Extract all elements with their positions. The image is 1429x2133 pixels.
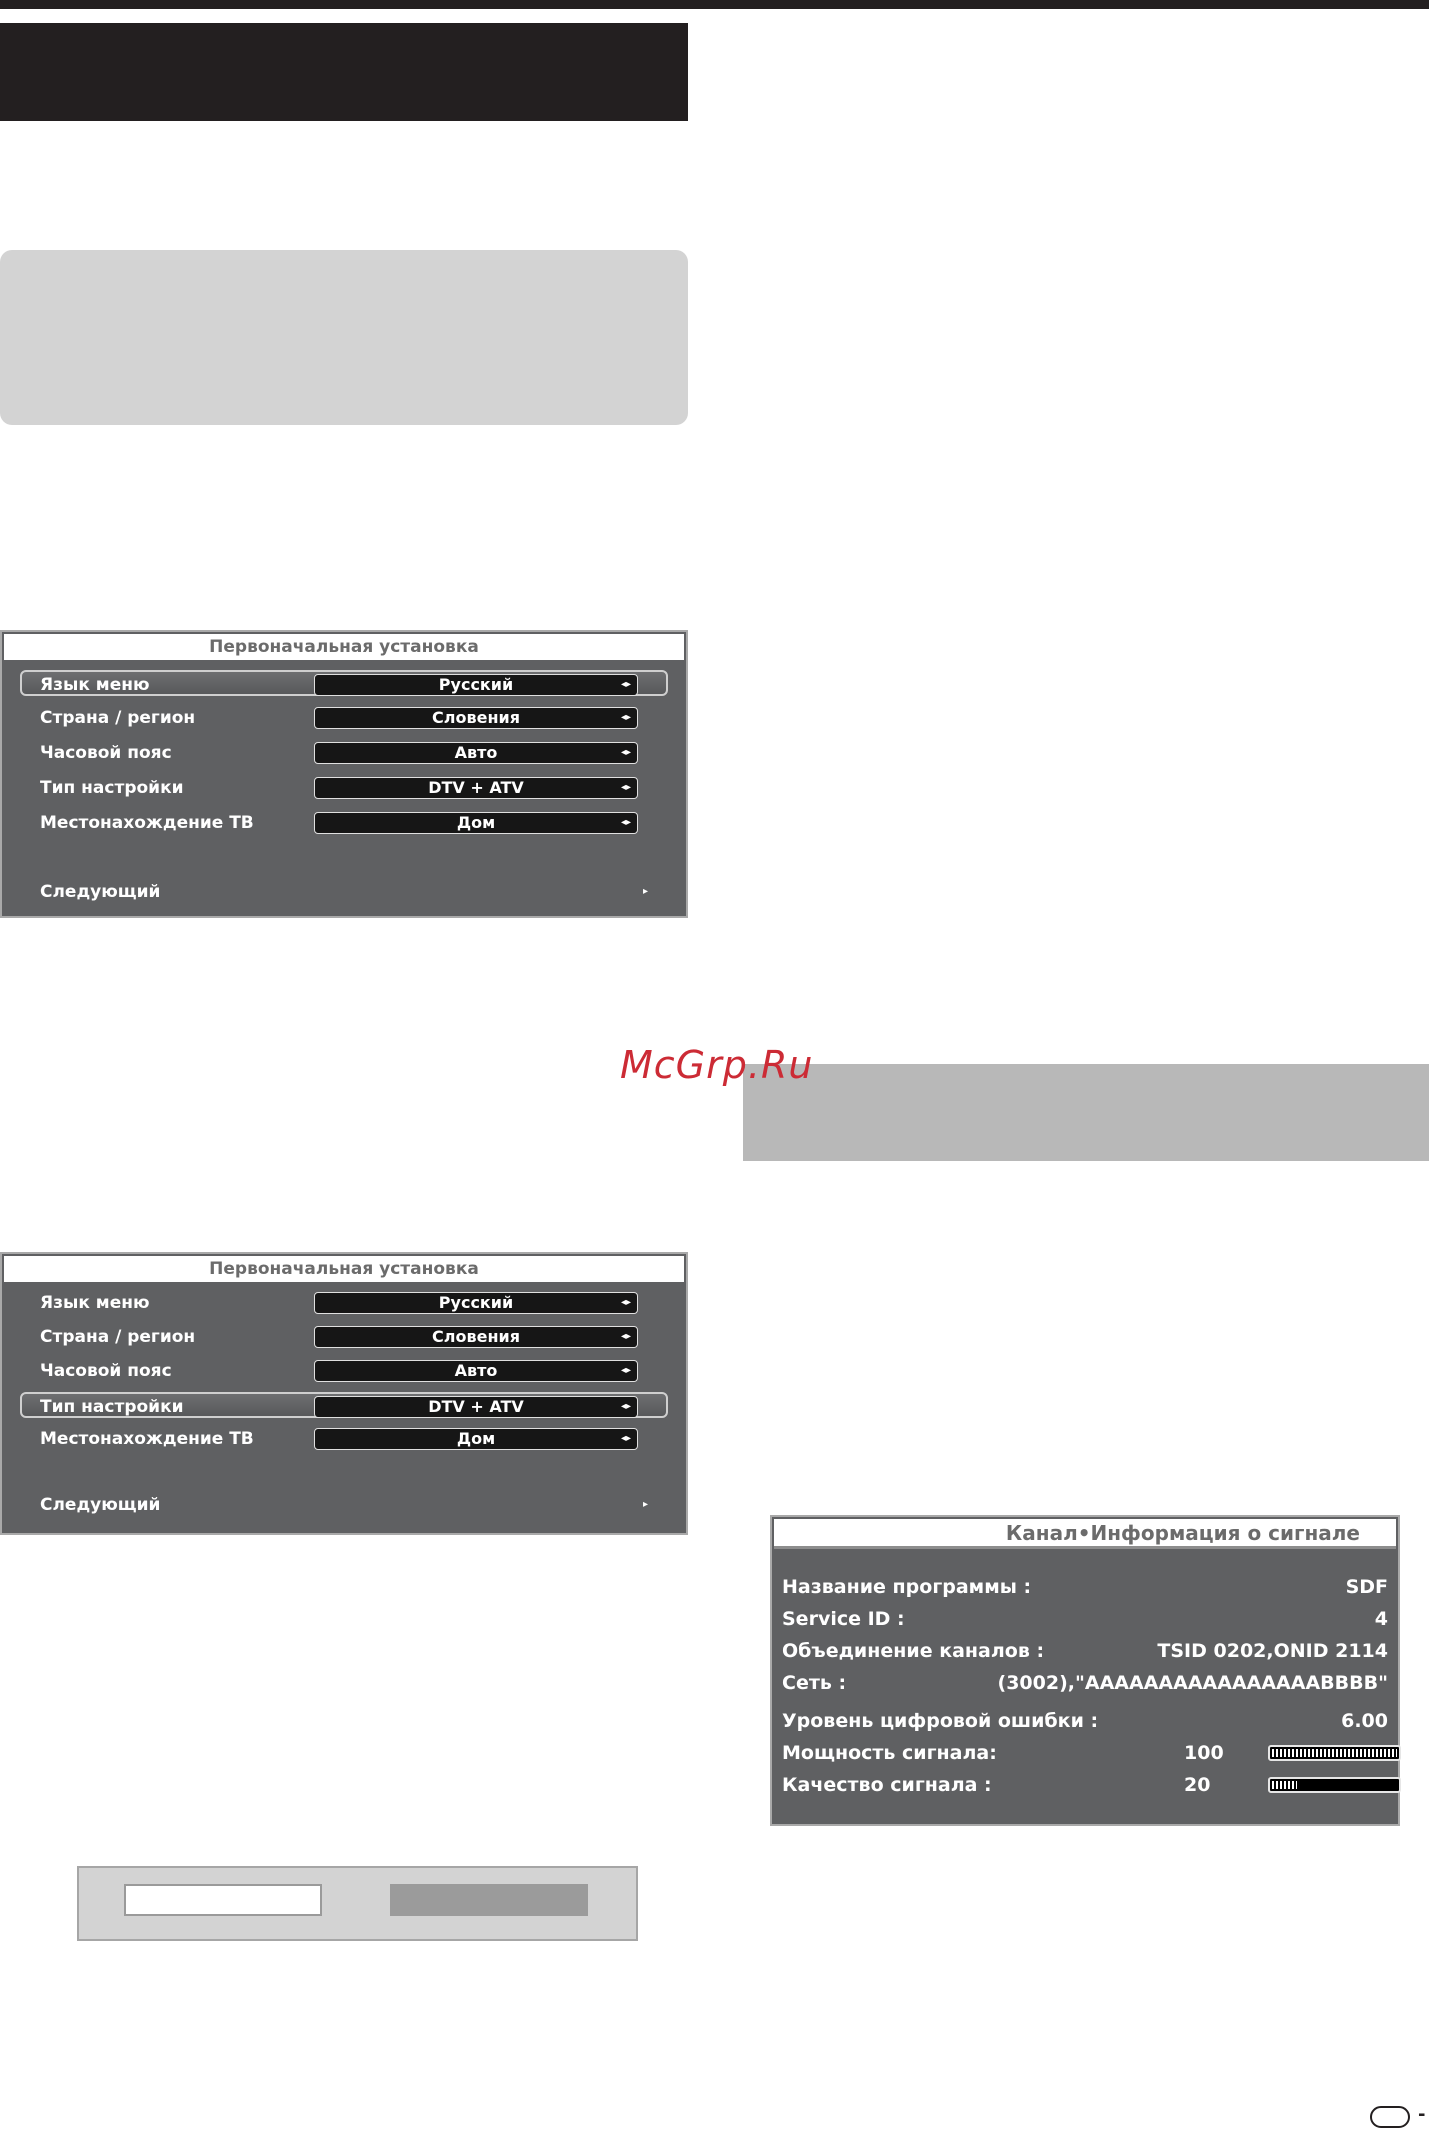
menu-row-country[interactable] bbox=[22, 705, 670, 731]
tuning-type-select[interactable]: DTV + ATV ◂▸ bbox=[314, 1396, 638, 1418]
setup-menu-1 bbox=[0, 630, 688, 918]
next-button[interactable]: Следующий bbox=[40, 1495, 161, 1515]
menu-row-timezone[interactable] bbox=[22, 1358, 670, 1384]
row-label: Тип настройки bbox=[40, 1397, 184, 1417]
left-right-arrows-icon: ◂▸ bbox=[620, 1365, 631, 1376]
left-right-arrows-icon: ◂▸ bbox=[620, 747, 631, 758]
left-right-arrows-icon: ◂▸ bbox=[620, 1297, 631, 1308]
menu-row-country[interactable] bbox=[22, 1324, 670, 1350]
menu-row-location[interactable] bbox=[22, 1426, 670, 1452]
signal-strength-fill bbox=[1272, 1749, 1397, 1757]
left-right-arrows-icon: ◂▸ bbox=[620, 782, 631, 793]
top-rule bbox=[0, 0, 1429, 9]
signal-strength-label: Мощность сигнала: bbox=[782, 1742, 997, 1764]
network-value: (3002),"AAAAAAAAAAAAAAAABBBB" bbox=[997, 1672, 1388, 1694]
menu-title: Первоначальная установка bbox=[4, 1256, 684, 1282]
location-select[interactable]: Дом ◂▸ bbox=[314, 812, 638, 834]
signal-quality-label: Качество сигнала : bbox=[782, 1774, 992, 1796]
language-select[interactable]: Русский ◂▸ bbox=[314, 674, 638, 696]
signal-info-panel bbox=[770, 1515, 1400, 1826]
row-label: Страна / регион bbox=[40, 708, 196, 728]
confirm-dialog bbox=[77, 1866, 638, 1941]
next-button[interactable]: Следующий bbox=[40, 882, 161, 902]
menu-row-location[interactable] bbox=[22, 810, 670, 836]
error-level-row bbox=[782, 1707, 1388, 1735]
service-id-row bbox=[782, 1605, 1388, 1633]
left-right-arrows-icon: ◂▸ bbox=[620, 712, 631, 723]
menu-row-timezone[interactable] bbox=[22, 740, 670, 766]
right-arrow-icon: ▸ bbox=[643, 1499, 649, 1510]
timezone-select[interactable]: Авто ◂▸ bbox=[314, 1360, 638, 1382]
left-right-arrows-icon: ◂▸ bbox=[620, 1433, 631, 1444]
row-label: Страна / регион bbox=[40, 1327, 196, 1347]
multiplex-label: Объединение каналов : bbox=[782, 1640, 1045, 1662]
section-header-block bbox=[0, 23, 688, 121]
note-box bbox=[0, 250, 688, 425]
menu-row-language[interactable] bbox=[20, 670, 668, 696]
language-badge-icon bbox=[1370, 2106, 1410, 2128]
left-right-arrows-icon: ◂▸ bbox=[620, 679, 631, 690]
error-level-label: Уровень цифровой ошибки : bbox=[782, 1710, 1099, 1732]
dialog-button-primary[interactable] bbox=[124, 1884, 322, 1916]
menu-title: Первоначальная установка bbox=[4, 634, 684, 660]
location-select[interactable]: Дом ◂▸ bbox=[314, 1428, 638, 1450]
right-arrow-icon: ▸ bbox=[643, 886, 649, 897]
left-right-arrows-icon: ◂▸ bbox=[620, 1401, 631, 1412]
language-select[interactable]: Русский ◂▸ bbox=[314, 1292, 638, 1314]
signal-strength-value: 100 bbox=[1184, 1742, 1224, 1764]
multiplex-value: TSID 0202,ONID 2114 bbox=[1157, 1640, 1388, 1662]
menu-row-language[interactable] bbox=[22, 1290, 670, 1316]
menu-row-tuning-type[interactable] bbox=[20, 1392, 668, 1418]
dialog-button-secondary[interactable] bbox=[390, 1884, 588, 1916]
program-name-value: SDF bbox=[1345, 1576, 1388, 1598]
signal-quality-meter bbox=[1268, 1777, 1401, 1793]
row-label: Часовой пояс bbox=[40, 1361, 172, 1381]
page-number-dash: - bbox=[1418, 2104, 1426, 2125]
signal-quality-row bbox=[782, 1771, 1388, 1799]
setup-menu-2 bbox=[0, 1252, 688, 1535]
error-level-value: 6.00 bbox=[1341, 1710, 1388, 1732]
watermark: McGrp.Ru bbox=[620, 1043, 814, 1087]
section-subheader-block bbox=[743, 1064, 1429, 1161]
row-label: Тип настройки bbox=[40, 778, 184, 798]
tuning-type-select[interactable]: DTV + ATV ◂▸ bbox=[314, 777, 638, 799]
row-label: Местонахождение ТВ bbox=[40, 1429, 254, 1449]
signal-quality-fill bbox=[1272, 1781, 1297, 1789]
network-label: Сеть : bbox=[782, 1672, 847, 1694]
left-right-arrows-icon: ◂▸ bbox=[620, 817, 631, 828]
program-name-row bbox=[782, 1573, 1388, 1601]
panel-title: Канал•Информация о сигнале bbox=[774, 1519, 1396, 1549]
row-label: Местонахождение ТВ bbox=[40, 813, 254, 833]
service-id-label: Service ID : bbox=[782, 1608, 905, 1630]
signal-quality-value: 20 bbox=[1184, 1774, 1211, 1796]
left-right-arrows-icon: ◂▸ bbox=[620, 1331, 631, 1342]
row-label: Часовой пояс bbox=[40, 743, 172, 763]
menu-row-tuning-type[interactable] bbox=[22, 775, 670, 801]
row-label: Язык меню bbox=[40, 1293, 150, 1313]
country-select[interactable]: Словения ◂▸ bbox=[314, 707, 638, 729]
row-label: Язык меню bbox=[40, 675, 150, 695]
timezone-select[interactable]: Авто ◂▸ bbox=[314, 742, 638, 764]
signal-strength-meter bbox=[1268, 1745, 1401, 1761]
service-id-value: 4 bbox=[1374, 1608, 1388, 1630]
signal-strength-row bbox=[782, 1739, 1388, 1767]
program-name-label: Название программы : bbox=[782, 1576, 1032, 1598]
country-select[interactable]: Словения ◂▸ bbox=[314, 1326, 638, 1348]
network-row bbox=[782, 1669, 1388, 1697]
multiplex-row bbox=[782, 1637, 1388, 1665]
